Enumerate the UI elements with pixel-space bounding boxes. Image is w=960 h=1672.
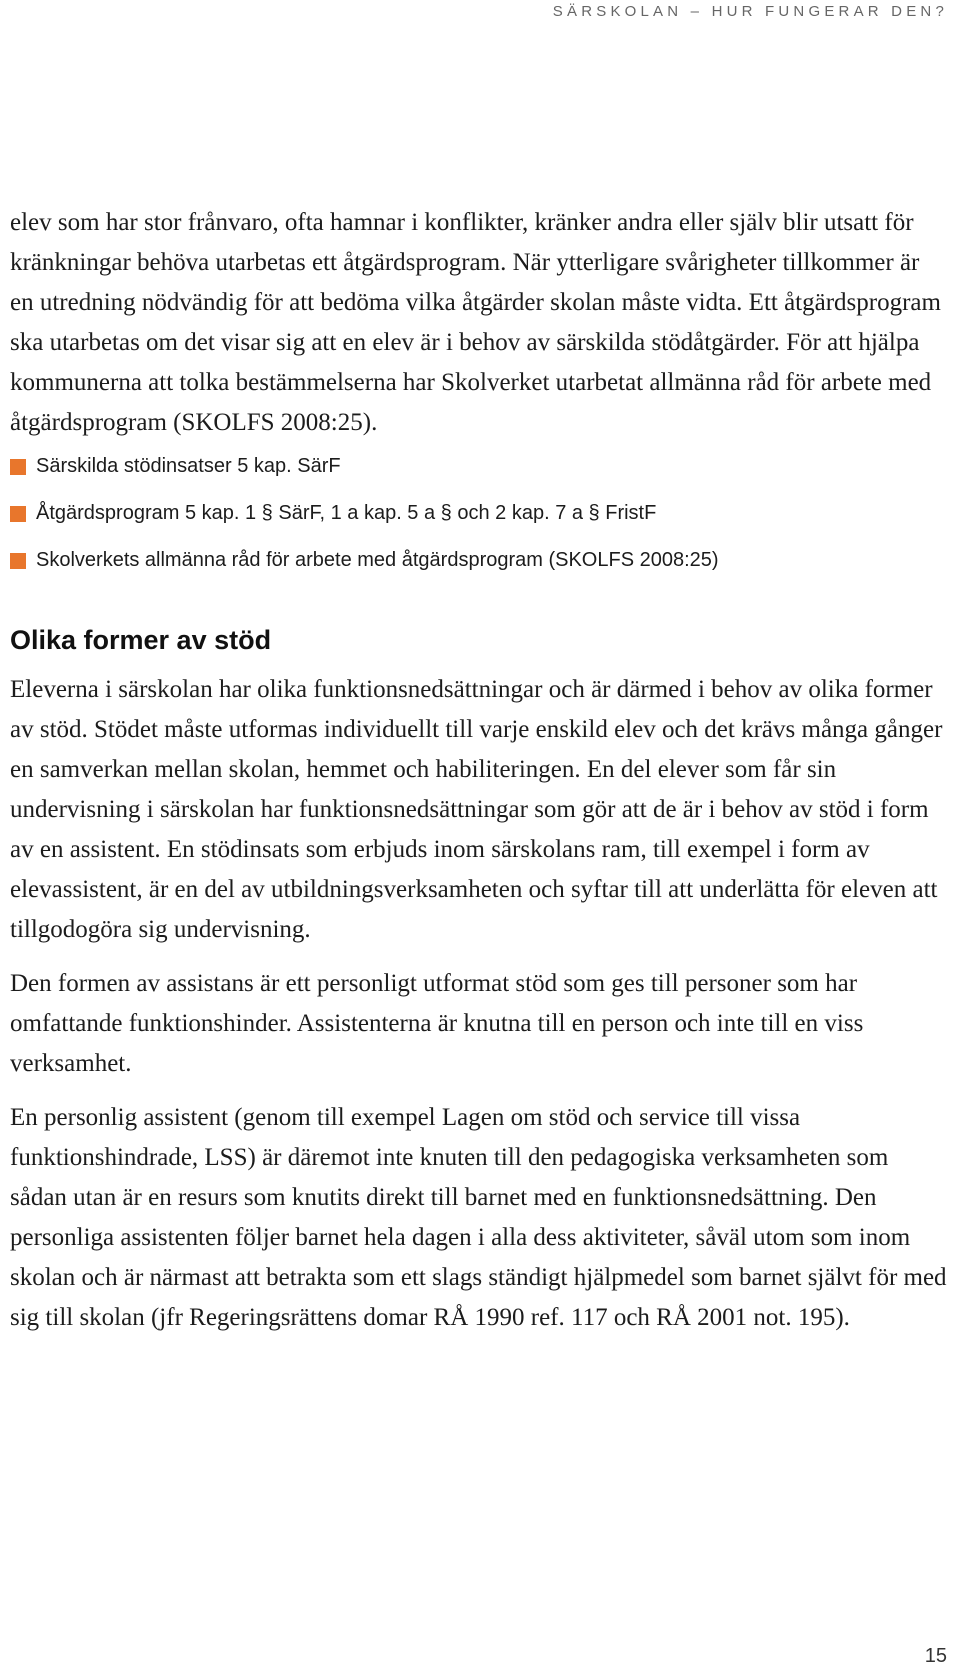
section-heading: Olika former av stöd	[10, 625, 272, 655]
reference-item	[10, 490, 948, 537]
reference-list	[10, 443, 948, 584]
page-number: 15	[924, 1645, 947, 1667]
square-bullet-icon	[10, 553, 26, 569]
reference-item	[10, 537, 948, 584]
square-bullet-icon	[10, 459, 26, 475]
body-paragraph: En personlig assistent (genom till exempel Lagen om stöd och service till vissa funktionshindrade, LSS) är däremot inte knuten till den pedagogiska verksamheten som sådan utan är en resurs som knutits direkt till barnet med en funktionsnedsättning. Den personliga assistenten följer barnet hela dagen i alla dess aktiviteter, såväl utom som inom skolan och är närmast att betrakta som ett slags ständigt hjälpmedel som barnet självt för med sig till skolan (jfr Regeringsrättens domar RÅ 1990 ref. 117 och RÅ 2001 not. 195).	[10, 1104, 947, 1331]
square-bullet-icon	[10, 506, 26, 522]
reference-text: Skolverkets allmänna råd för arbete med åtgärdsprogram (SKOLFS 2008:25)	[36, 549, 719, 571]
body-paragraph: Den formen av assistans är ett personligt utformat stöd som ges till personer som har omfattande funktionshinder. Assistenterna är knutna till en person och inte till en viss verksamhet.	[10, 970, 864, 1077]
page-content	[10, 203, 948, 1338]
running-header: SÄRSKOLAN – HUR FUNGERAR DEN?	[552, 3, 948, 20]
intro-paragraph: elev som har stor frånvaro, ofta hamnar i konflikter, kränker andra eller själv blir utsatt för kränkningar behöva utarbetas ett åtgärdsprogram. När ytterligare svårigheter tillkommer är en utredning nödvändig för att bedöma vilka åtgärder skolan måste vidta. Ett åtgärdsprogram ska utarbetas om det visar sig att en elev är i behov av särskilda stödåtgärder. För att hjälpa kommunerna att tolka bestämmelserna har Skolverket utarbetat allmänna råd för arbete med åtgärdsprogram (SKOLFS 2008:25).	[10, 209, 941, 436]
reference-text: Åtgärdsprogram 5 kap. 1 § SärF, 1 a kap. 5 a § och 2 kap. 7 a § FristF	[36, 502, 657, 524]
reference-item	[10, 443, 948, 490]
reference-text: Särskilda stödinsatser 5 kap. SärF	[36, 455, 341, 477]
body-paragraph: Eleverna i särskolan har olika funktionsnedsättningar och är därmed i behov av olika former av stöd. Stödet måste utformas individuellt till varje enskild elev och det krävs många gånger en samverkan mellan skolan, hemmet och habiliteringen. En del elever som får sin undervisning i särskolan har funktionsnedsättningar som gör att de är i behov av stöd i form av en assistent. En stödinsats som erbjuds inom särskolans ram, till exempel i form av elevassistent, är en del av utbildningsverksamheten och syftar till att underlätta för eleven att tillgodogöra sig undervisning.	[10, 676, 943, 943]
